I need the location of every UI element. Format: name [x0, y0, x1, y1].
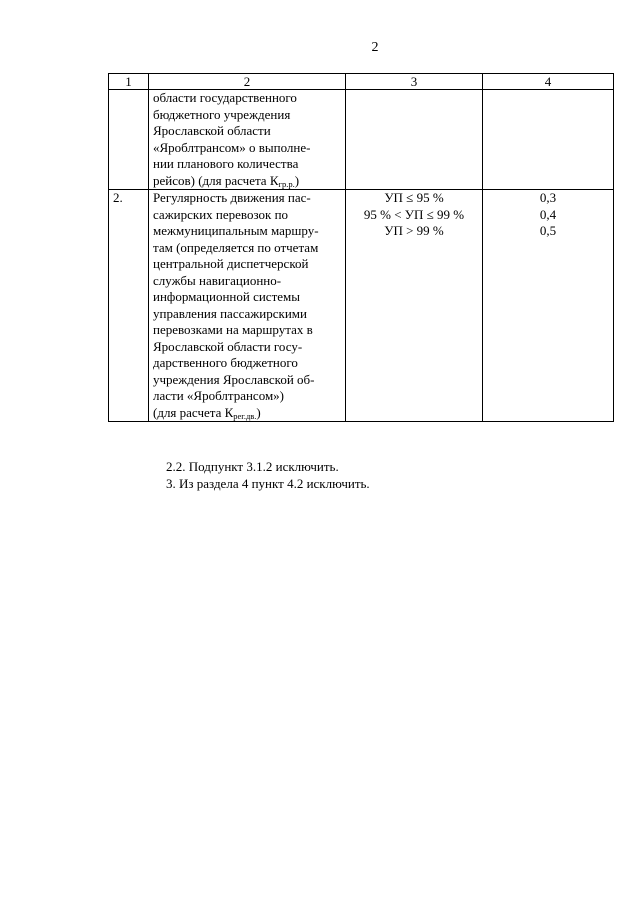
description-line: бюджетного учреждения [153, 106, 291, 122]
row-2-values [483, 190, 614, 422]
header-cell-4: 4 [483, 74, 614, 90]
description-text: рейсов) (для расчета К [153, 172, 279, 188]
row-2-description [149, 190, 346, 422]
value-line: 0,3 [539, 190, 557, 205]
row-2-conditions [346, 190, 483, 422]
description-line: там (определяется по отчетам [153, 239, 319, 255]
description-line: ласти «Яроблтрансом») [153, 388, 285, 403]
condition-line: 95 % < УП ≤ 99 % [363, 206, 465, 222]
description-line: перевозками на маршрутах в [153, 322, 313, 337]
header-cell-1: 1 [109, 74, 149, 90]
row-continued-value [483, 90, 614, 190]
description-line: межмуниципальным маршру- [153, 223, 319, 238]
value-line: 0,5 [539, 223, 557, 238]
coefficient-subscript: рег.дв. [233, 410, 257, 421]
row-continued-description [149, 90, 346, 190]
header-cell-2: 2 [149, 74, 346, 90]
description-line: Регулярность движения пас- [153, 190, 311, 205]
page-number: 2 [371, 40, 379, 55]
description-line: области государственного [153, 90, 297, 105]
description-tail: ) [256, 404, 261, 420]
description-line: учреждения Ярославской об- [153, 371, 315, 387]
header-cell-3: 3 [346, 74, 483, 90]
description-line: Ярославской области [153, 123, 271, 138]
description-line: Ярославской области госу- [153, 338, 303, 354]
amendment-item: 2.2. Подпункт 3.1.2 исключить. [166, 459, 339, 474]
amendment-paragraphs [166, 459, 370, 492]
amendment-item: 3. Из раздела 4 пункт 4.2 исключить. [166, 475, 370, 491]
table-row-2 [109, 190, 614, 422]
description-line: управления пассажирскими [153, 305, 307, 321]
value-line: 0,4 [539, 206, 557, 222]
description-line: «Яроблтрансом» о выполне- [153, 139, 311, 155]
description-line-last [153, 405, 341, 422]
description-line: сажирских перевозок по [153, 206, 289, 222]
row-continued-condition [346, 90, 483, 190]
description-text: (для расчета К [153, 404, 234, 420]
row-continued-number [109, 90, 149, 190]
coefficient-subscript: гр.р. [278, 178, 295, 189]
description-tail: ) [294, 172, 300, 188]
description-line-last [153, 173, 341, 190]
criteria-table [108, 73, 614, 422]
description-line: нии планового количества [153, 156, 299, 171]
table-row-continued [109, 90, 614, 190]
row-2-number: 2. [109, 190, 149, 422]
description-line: информационной системы [153, 289, 300, 304]
condition-line: УП ≤ 95 % [384, 190, 444, 205]
description-line: службы навигационно- [153, 272, 282, 288]
description-line: дарственного бюджетного [153, 355, 298, 370]
table-header-row [109, 74, 614, 90]
condition-line: УП > 99 % [384, 223, 444, 238]
description-line: центральной диспетчерской [153, 256, 309, 271]
